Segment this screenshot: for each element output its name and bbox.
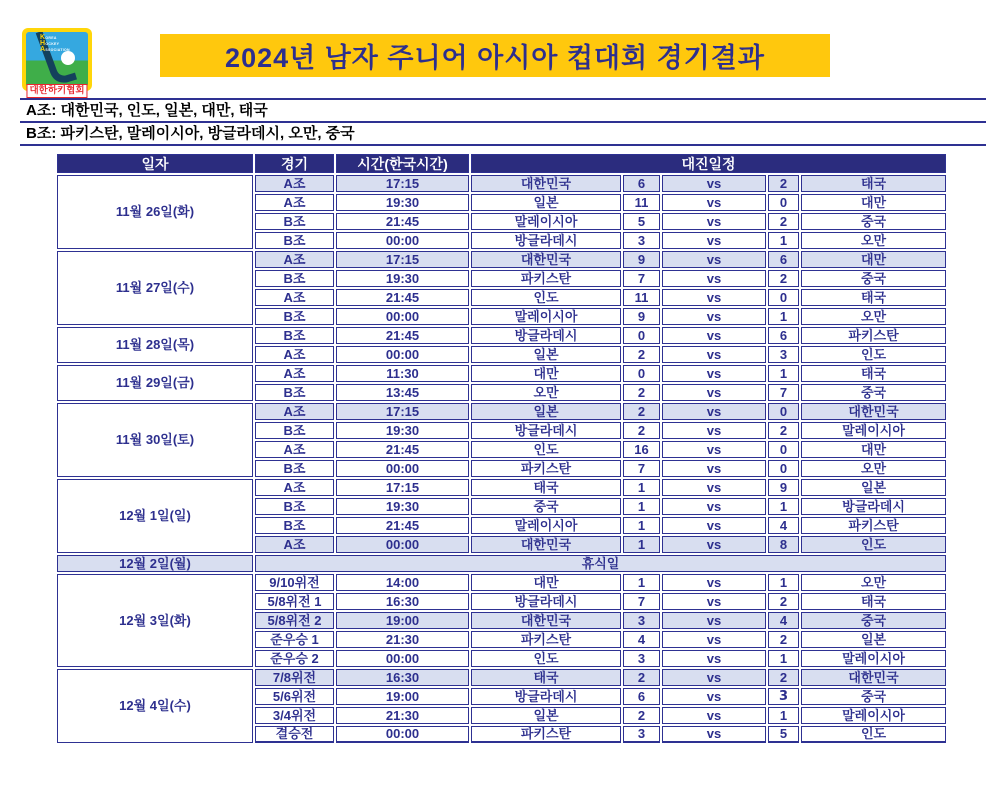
away-score-cell: 0 xyxy=(768,441,799,458)
match-time-cell: 14:00 xyxy=(336,574,469,591)
match-time-cell: 19:30 xyxy=(336,270,469,287)
home-score-cell: 16 xyxy=(623,441,660,458)
away-team-cell: 인도 xyxy=(801,726,946,743)
away-score-cell: 2 xyxy=(768,422,799,439)
vs-cell: vs xyxy=(662,251,766,268)
match-round-cell: A조 xyxy=(255,289,334,306)
home-team-cell: 방글라데시 xyxy=(471,688,621,705)
home-team-cell: 대만 xyxy=(471,365,621,382)
header-match: 경기 xyxy=(255,154,334,173)
match-round-cell: B조 xyxy=(255,213,334,230)
match-time-cell: 19:30 xyxy=(336,194,469,211)
match-time-cell: 11:30 xyxy=(336,365,469,382)
match-time-cell: 00:00 xyxy=(336,232,469,249)
match-time-cell: 00:00 xyxy=(336,460,469,477)
match-round-cell: B조 xyxy=(255,308,334,325)
match-round-cell: 5/6위전 xyxy=(255,688,334,705)
match-time-cell: 00:00 xyxy=(336,536,469,553)
away-score-cell: 1 xyxy=(768,574,799,591)
match-round-cell: 결승전 xyxy=(255,726,334,743)
match-round-cell: 3/4위전 xyxy=(255,707,334,724)
vs-cell: vs xyxy=(662,213,766,230)
match-time-cell: 19:00 xyxy=(336,612,469,629)
away-team-cell: 말레이시아 xyxy=(801,707,946,724)
vs-cell: vs xyxy=(662,175,766,192)
home-team-cell: 방글라데시 xyxy=(471,232,621,249)
match-time-cell: 13:45 xyxy=(336,384,469,401)
home-score-cell: 6 xyxy=(623,175,660,192)
vs-cell: vs xyxy=(662,308,766,325)
date-cell: 11월 26일(화) xyxy=(57,175,253,249)
away-score-cell: 3 xyxy=(768,688,799,705)
away-score-cell: 2 xyxy=(768,270,799,287)
vs-cell: vs xyxy=(662,441,766,458)
date-cell: 11월 29일(금) xyxy=(57,365,253,401)
home-team-cell: 파키스탄 xyxy=(471,270,621,287)
vs-cell: vs xyxy=(662,365,766,382)
away-team-cell: 일본 xyxy=(801,631,946,648)
home-team-cell: 말레이시아 xyxy=(471,308,621,325)
korea-hockey-association-logo xyxy=(22,28,92,98)
match-round-cell: A조 xyxy=(255,441,334,458)
match-round-cell: B조 xyxy=(255,384,334,401)
away-team-cell: 인도 xyxy=(801,346,946,363)
away-score-cell: 2 xyxy=(768,593,799,610)
home-score-cell: 11 xyxy=(623,289,660,306)
home-score-cell: 4 xyxy=(623,631,660,648)
away-score-cell: 1 xyxy=(768,365,799,382)
match-round-cell: B조 xyxy=(255,498,334,515)
home-team-cell: 인도 xyxy=(471,441,621,458)
vs-cell: vs xyxy=(662,612,766,629)
match-time-cell: 21:30 xyxy=(336,707,469,724)
home-team-cell: 인도 xyxy=(471,650,621,667)
match-round-cell: A조 xyxy=(255,194,334,211)
match-time-cell: 00:00 xyxy=(336,308,469,325)
match-time-cell: 21:45 xyxy=(336,517,469,534)
home-score-cell: 2 xyxy=(623,422,660,439)
home-team-cell: 대만 xyxy=(471,574,621,591)
home-score-cell: 7 xyxy=(623,270,660,287)
away-score-cell: 9 xyxy=(768,479,799,496)
match-time-cell: 21:45 xyxy=(336,441,469,458)
date-cell: 12월 1일(일) xyxy=(57,479,253,553)
home-score-cell: 7 xyxy=(623,460,660,477)
hockey-stick-icon xyxy=(26,32,88,87)
results-table-header xyxy=(57,154,946,173)
date-cell: 12월 4일(수) xyxy=(57,669,253,743)
home-team-cell: 파키스탄 xyxy=(471,631,621,648)
home-score-cell: 3 xyxy=(623,232,660,249)
match-round-cell: 9/10위전 xyxy=(255,574,334,591)
vs-cell: vs xyxy=(662,517,766,534)
match-round-cell: 준우승 1 xyxy=(255,631,334,648)
away-team-cell: 중국 xyxy=(801,612,946,629)
match-row xyxy=(57,669,946,686)
vs-cell: vs xyxy=(662,498,766,515)
vs-cell: vs xyxy=(662,536,766,553)
away-score-cell: 1 xyxy=(768,707,799,724)
away-team-cell: 파키스탄 xyxy=(801,517,946,534)
match-round-cell: 5/8위전 2 xyxy=(255,612,334,629)
home-score-cell: 9 xyxy=(623,251,660,268)
home-score-cell: 1 xyxy=(623,498,660,515)
home-team-cell: 방글라데시 xyxy=(471,593,621,610)
match-round-cell: B조 xyxy=(255,270,334,287)
match-time-cell: 17:15 xyxy=(336,175,469,192)
away-score-cell: 7 xyxy=(768,384,799,401)
home-team-cell: 대한민국 xyxy=(471,175,621,192)
match-round-cell: B조 xyxy=(255,422,334,439)
away-score-cell: 0 xyxy=(768,289,799,306)
home-score-cell: 0 xyxy=(623,327,660,344)
home-team-cell: 대한민국 xyxy=(471,536,621,553)
match-row xyxy=(57,327,946,344)
match-time-cell: 21:30 xyxy=(336,631,469,648)
date-cell: 12월 2일(월) xyxy=(57,555,253,572)
home-score-cell: 3 xyxy=(623,726,660,743)
home-score-cell: 9 xyxy=(623,308,660,325)
home-score-cell: 1 xyxy=(623,517,660,534)
away-team-cell: 말레이시아 xyxy=(801,422,946,439)
away-team-cell: 태국 xyxy=(801,289,946,306)
home-score-cell: 1 xyxy=(623,479,660,496)
home-score-cell: 2 xyxy=(623,403,660,420)
date-cell: 11월 28일(목) xyxy=(57,327,253,363)
vs-cell: vs xyxy=(662,403,766,420)
vs-cell: vs xyxy=(662,384,766,401)
match-round-cell: B조 xyxy=(255,517,334,534)
vs-cell: vs xyxy=(662,422,766,439)
home-team-cell: 일본 xyxy=(471,403,621,420)
home-team-cell: 중국 xyxy=(471,498,621,515)
rest-day-label: 휴식일 xyxy=(255,555,946,572)
home-team-cell: 태국 xyxy=(471,479,621,496)
match-row xyxy=(57,479,946,496)
date-cell: 11월 27일(수) xyxy=(57,251,253,325)
match-time-cell: 21:45 xyxy=(336,213,469,230)
home-team-cell: 파키스탄 xyxy=(471,460,621,477)
results-table-body xyxy=(57,175,946,743)
home-score-cell: 1 xyxy=(623,536,660,553)
match-round-cell: B조 xyxy=(255,327,334,344)
vs-cell: vs xyxy=(662,232,766,249)
match-time-cell: 21:45 xyxy=(336,327,469,344)
home-team-cell: 말레이시아 xyxy=(471,517,621,534)
home-score-cell: 11 xyxy=(623,194,660,211)
home-team-cell: 일본 xyxy=(471,707,621,724)
match-time-cell: 21:45 xyxy=(336,289,469,306)
vs-cell: vs xyxy=(662,346,766,363)
page-title: 2024년 남자 주니어 아시아 컵대회 경기결과 xyxy=(225,43,765,73)
match-round-cell: A조 xyxy=(255,536,334,553)
match-round-cell: A조 xyxy=(255,403,334,420)
home-score-cell: 5 xyxy=(623,213,660,230)
away-score-cell: 1 xyxy=(768,308,799,325)
group-b-teams: B조: 파키스탄, 말레이시아, 방글라데시, 오만, 중국 xyxy=(20,121,986,144)
match-time-cell: 19:00 xyxy=(336,688,469,705)
away-team-cell: 중국 xyxy=(801,213,946,230)
home-score-cell: 2 xyxy=(623,707,660,724)
match-row xyxy=(57,251,946,268)
date-cell: 11월 30일(토) xyxy=(57,403,253,477)
away-score-cell: 0 xyxy=(768,403,799,420)
home-team-cell: 오만 xyxy=(471,384,621,401)
away-score-cell: 4 xyxy=(768,612,799,629)
vs-cell: vs xyxy=(662,574,766,591)
vs-cell: vs xyxy=(662,479,766,496)
match-time-cell: 00:00 xyxy=(336,726,469,743)
rest-day-row xyxy=(57,555,946,572)
away-team-cell: 태국 xyxy=(801,175,946,192)
vs-cell: vs xyxy=(662,194,766,211)
away-team-cell: 오만 xyxy=(801,460,946,477)
match-time-cell: 17:15 xyxy=(336,479,469,496)
home-team-cell: 말레이시아 xyxy=(471,213,621,230)
home-score-cell: 3 xyxy=(623,650,660,667)
away-team-cell: 중국 xyxy=(801,384,946,401)
match-time-cell: 17:15 xyxy=(336,251,469,268)
away-score-cell: 2 xyxy=(768,175,799,192)
home-team-cell: 방글라데시 xyxy=(471,422,621,439)
home-score-cell: 6 xyxy=(623,688,660,705)
match-round-cell: A조 xyxy=(255,175,334,192)
match-round-cell: A조 xyxy=(255,479,334,496)
home-team-cell: 대한민국 xyxy=(471,612,621,629)
match-time-cell: 00:00 xyxy=(336,650,469,667)
vs-cell: vs xyxy=(662,327,766,344)
vs-cell: vs xyxy=(662,650,766,667)
away-score-cell: 0 xyxy=(768,460,799,477)
match-row xyxy=(57,403,946,420)
match-round-cell: B조 xyxy=(255,232,334,249)
away-team-cell: 대만 xyxy=(801,441,946,458)
match-round-cell: A조 xyxy=(255,251,334,268)
away-score-cell: 5 xyxy=(768,726,799,743)
away-score-cell: 1 xyxy=(768,650,799,667)
group-lists xyxy=(20,98,986,146)
home-team-cell: 태국 xyxy=(471,669,621,686)
away-team-cell: 인도 xyxy=(801,536,946,553)
away-score-cell: 6 xyxy=(768,327,799,344)
match-time-cell: 19:30 xyxy=(336,422,469,439)
vs-cell: vs xyxy=(662,270,766,287)
header-schedule: 대진일정 xyxy=(471,154,946,173)
vs-cell: vs xyxy=(662,593,766,610)
away-team-cell: 대만 xyxy=(801,251,946,268)
home-score-cell: 2 xyxy=(623,346,660,363)
match-time-cell: 00:00 xyxy=(336,346,469,363)
match-row xyxy=(57,365,946,382)
logo-org-name: KOREA HOCKEY ASSOCIATION xyxy=(40,34,70,53)
vs-cell: vs xyxy=(662,631,766,648)
match-round-cell: 준우승 2 xyxy=(255,650,334,667)
vs-cell: vs xyxy=(662,707,766,724)
away-team-cell: 대만 xyxy=(801,194,946,211)
vs-cell: vs xyxy=(662,460,766,477)
away-team-cell: 일본 xyxy=(801,479,946,496)
home-team-cell: 대한민국 xyxy=(471,251,621,268)
away-score-cell: 4 xyxy=(768,517,799,534)
away-team-cell: 파키스탄 xyxy=(801,327,946,344)
vs-cell: vs xyxy=(662,669,766,686)
page-title-banner xyxy=(160,34,830,77)
away-team-cell: 말레이시아 xyxy=(801,650,946,667)
group-a-teams: A조: 대한민국, 인도, 일본, 대만, 태국 xyxy=(20,98,986,121)
match-time-cell: 16:30 xyxy=(336,593,469,610)
vs-cell: vs xyxy=(662,289,766,306)
away-team-cell: 대한민국 xyxy=(801,403,946,420)
away-score-cell: 2 xyxy=(768,631,799,648)
vs-cell: vs xyxy=(662,688,766,705)
logo-korean-label: 대한하키협회 xyxy=(26,84,87,98)
logo-frame xyxy=(22,28,92,91)
match-time-cell: 16:30 xyxy=(336,669,469,686)
away-team-cell: 태국 xyxy=(801,365,946,382)
away-score-cell: 3 xyxy=(768,346,799,363)
away-score-cell: 8 xyxy=(768,536,799,553)
away-team-cell: 태국 xyxy=(801,593,946,610)
match-row xyxy=(57,574,946,591)
home-score-cell: 2 xyxy=(623,669,660,686)
away-score-cell: 1 xyxy=(768,498,799,515)
match-round-cell: 5/8위전 1 xyxy=(255,593,334,610)
away-team-cell: 대한민국 xyxy=(801,669,946,686)
header-row xyxy=(57,154,946,173)
date-cell: 12월 3일(화) xyxy=(57,574,253,667)
match-round-cell: 7/8위전 xyxy=(255,669,334,686)
home-score-cell: 3 xyxy=(623,612,660,629)
match-row xyxy=(57,175,946,192)
home-team-cell: 파키스탄 xyxy=(471,726,621,743)
home-score-cell: 0 xyxy=(623,365,660,382)
away-score-cell: 2 xyxy=(768,213,799,230)
home-team-cell: 일본 xyxy=(471,346,621,363)
vs-cell: vs xyxy=(662,726,766,743)
header-date: 일자 xyxy=(57,154,253,173)
away-team-cell: 오만 xyxy=(801,232,946,249)
away-team-cell: 방글라데시 xyxy=(801,498,946,515)
away-score-cell: 2 xyxy=(768,669,799,686)
header-time: 시간(한국시간) xyxy=(336,154,469,173)
match-time-cell: 17:15 xyxy=(336,403,469,420)
away-team-cell: 오만 xyxy=(801,574,946,591)
match-round-cell: A조 xyxy=(255,346,334,363)
home-score-cell: 1 xyxy=(623,574,660,591)
away-score-cell: 6 xyxy=(768,251,799,268)
match-time-cell: 19:30 xyxy=(336,498,469,515)
match-round-cell: B조 xyxy=(255,460,334,477)
home-team-cell: 일본 xyxy=(471,194,621,211)
away-score-cell: 1 xyxy=(768,232,799,249)
home-score-cell: 2 xyxy=(623,384,660,401)
away-team-cell: 중국 xyxy=(801,688,946,705)
away-team-cell: 중국 xyxy=(801,270,946,287)
away-team-cell: 오만 xyxy=(801,308,946,325)
home-score-cell: 7 xyxy=(623,593,660,610)
results-table xyxy=(55,152,948,745)
home-team-cell: 인도 xyxy=(471,289,621,306)
away-score-cell: 0 xyxy=(768,194,799,211)
match-round-cell: A조 xyxy=(255,365,334,382)
home-team-cell: 방글라데시 xyxy=(471,327,621,344)
